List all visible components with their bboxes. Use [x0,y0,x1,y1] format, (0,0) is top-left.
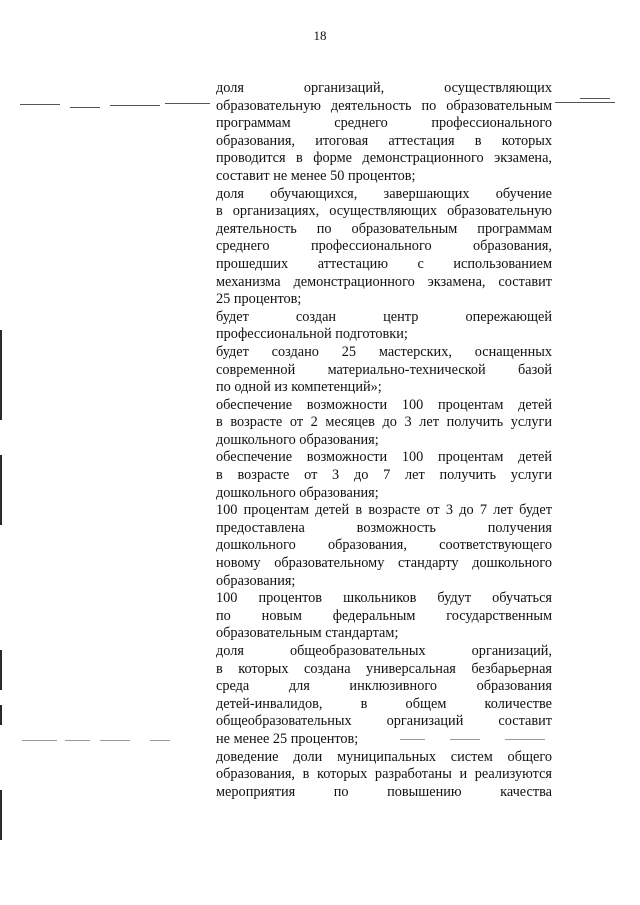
text-line: дошкольного образования; [216,484,379,501]
scan-dash-line [100,740,130,741]
text-line: будет создано 25 мастерских, оснащенных [216,343,552,360]
text-line: образования, в которых разработаны и реализуются [216,766,552,783]
text-line: дошкольного образования, соответствующего [216,537,552,554]
text-line: в возрасте от 2 месяцев до 3 лет получить услуги [216,414,552,431]
text-line: составит не менее 50 процентов; [216,167,416,184]
text-line: проводится в форме демонстрационного экзамена, [216,150,552,167]
scan-margin-bar [0,455,2,525]
text-line: 100 процентов школьников будут обучаться [216,590,552,607]
text-line: будет создан центр опережающей [216,308,552,325]
scan-margin-bar [0,650,2,690]
text-line: мероприятия по повышению качества [216,783,552,800]
scan-dash-line [22,740,57,741]
text-line: профессиональной подготовки; [216,326,408,343]
text-line: обеспечение возможности 100 процентам детей [216,396,552,413]
scan-dash-line [505,739,545,740]
text-line: образования, итоговая аттестация в которых [216,132,552,149]
text-line: доля обучающихся, завершающих обучение [216,185,552,202]
scan-dash-line [20,104,60,105]
text-line: общеобразовательных организаций составит [216,713,552,730]
text-line: образования; [216,572,296,589]
text-line: деятельность по образовательным программам [216,220,552,237]
text-line: по новым федеральным государственным [216,607,552,624]
page-number: 18 [313,28,327,43]
scan-dash-line [65,740,90,741]
text-line: 25 процентов; [216,291,302,308]
text-line: предоставлена возможность получения [216,519,552,536]
text-line: обеспечение возможности 100 процентам детей [216,449,552,466]
text-line: в возрасте от 3 до 7 лет получить услуги [216,467,552,484]
scan-dash-line [555,102,615,103]
text-line: механизма демонстрационного экзамена, составит [216,273,552,290]
text-line: программам среднего профессионального [216,115,552,132]
text-line: в организациях, осуществляющих образовательную [216,203,552,220]
scan-margin-bar [0,705,2,725]
text-line: в которых создана универсальная безбарьерная [216,660,552,677]
scan-dash-line [400,739,425,740]
scan-dash-line [450,739,480,740]
text-line: детей-инвалидов, в общем количестве [216,695,552,712]
text-line: доля организаций, осуществляющих [216,80,552,96]
text-line: прошедших аттестацию с использованием [216,255,552,272]
text-line: 100 процентам детей в возрасте от 3 до 7 лет будет [216,502,552,519]
scan-dash-line [580,98,610,99]
text-line: дошкольного образования; [216,431,379,448]
text-line: среда для инклюзивного образования [216,678,552,695]
scan-dash-line [70,107,100,108]
scan-margin-bar [0,330,2,420]
text-line: среднего профессионального образования, [216,238,552,255]
text-line: образовательным стандартам; [216,625,399,642]
text-line: доля общеобразовательных организаций, [216,643,552,659]
text-line: не менее 25 процентов; [216,730,359,747]
text-line: современной материально-технической базой [216,361,552,378]
scan-dash-line [165,103,210,104]
text-line: по одной из компетенций»; [216,379,382,396]
scan-dash-line [150,740,170,741]
scan-margin-bar [0,790,2,840]
text-line: доведение доли муниципальных систем общего [216,748,552,765]
scan-dash-line [110,105,160,106]
text-line: новому образовательному стандарту дошкольного [216,555,552,572]
body-text [216,80,552,801]
text-line: образовательную деятельность по образовательным [216,97,552,114]
